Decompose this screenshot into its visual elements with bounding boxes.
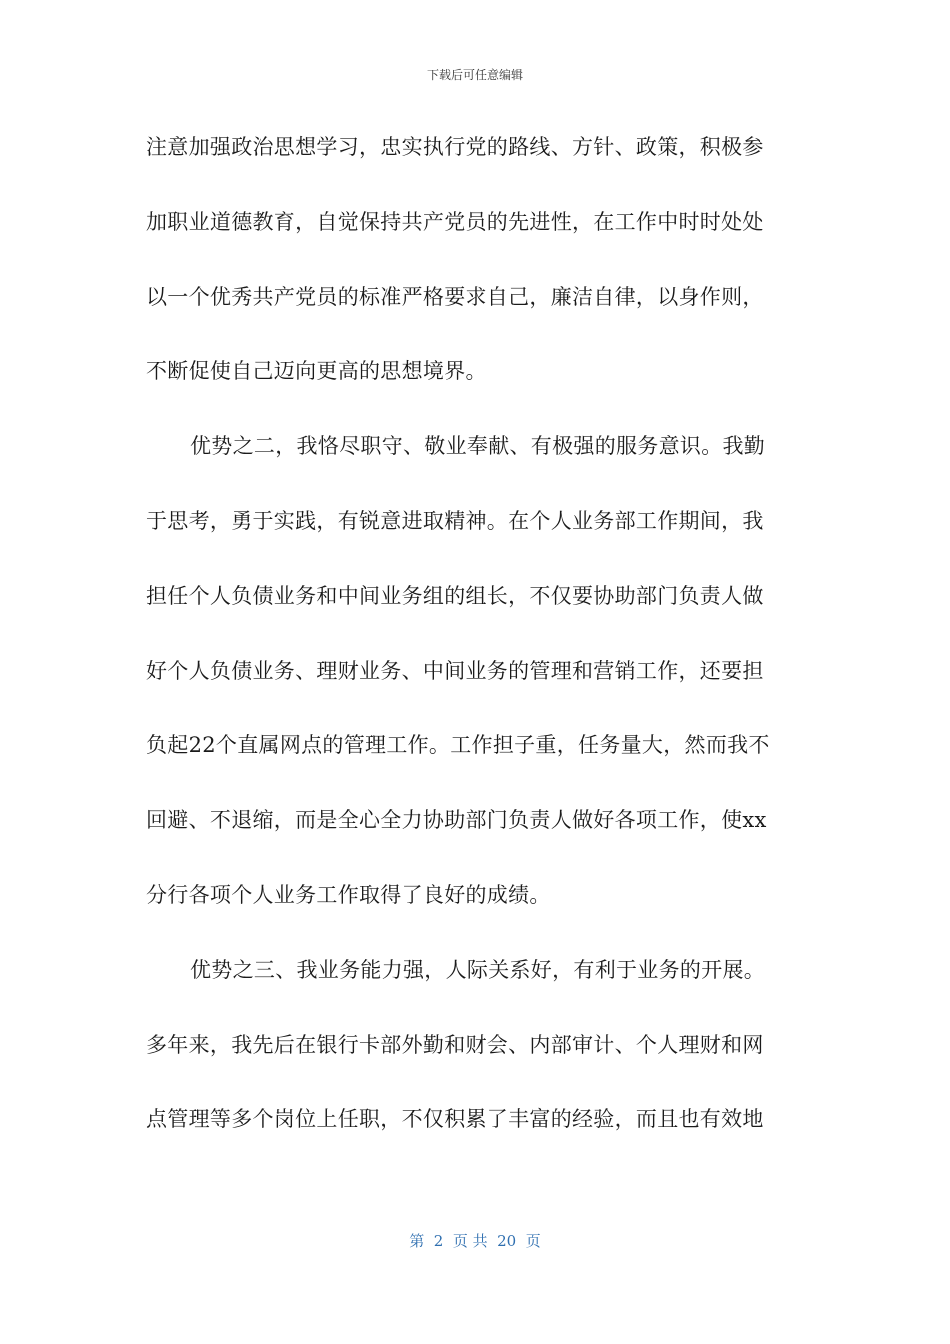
- document-body: [146, 120, 806, 1167]
- text-line: 负起22个直属网点的管理工作。工作担子重，任务量大，然而我不: [146, 733, 770, 758]
- text-line: 回避、不退缩，而是全心全力协助部门负责人做好各项工作，使xx: [146, 808, 767, 833]
- page-header: 下载后可任意编辑: [426, 68, 523, 82]
- text-line: 担任个人负债业务和中间业务组的组长，不仅要协助部门负责人做: [146, 583, 764, 608]
- text-line: 分行各项个人业务工作取得了良好的成绩。: [146, 882, 551, 907]
- paragraph-first-line: 优势之二，我恪尽职守、敬业奉献、有极强的服务意识。我勤: [190, 434, 766, 459]
- text-line: 不断促使自己迈向更高的思想境界。: [146, 359, 487, 384]
- text-line: 多年来，我先后在银行卡部外勤和财会、内部审计、个人理财和网: [146, 1032, 764, 1057]
- paragraph-first-line: 优势之三、我业务能力强，人际关系好，有利于业务的开展。: [190, 957, 766, 982]
- page-number-footer: 第 2 页 共 20 页: [409, 1232, 541, 1250]
- text-line: 加职业道德教育，自觉保持共产党员的先进性，在工作中时时处处: [146, 209, 764, 234]
- text-line: 好个人负债业务、理财业务、中间业务的管理和营销工作，还要担: [146, 658, 764, 683]
- text-line: 点管理等多个岗位上任职，不仅积累了丰富的经验，而且也有效地: [146, 1107, 764, 1132]
- text-line: 以一个优秀共产党员的标准严格要求自己，廉洁自律，以身作则，: [146, 284, 764, 309]
- text-line: 注意加强政治思想学习，忠实执行党的路线、方针、政策，积极参: [146, 135, 764, 159]
- text-line: 于思考，勇于实践，有锐意进取精神。在个人业务部工作期间，我: [146, 508, 764, 533]
